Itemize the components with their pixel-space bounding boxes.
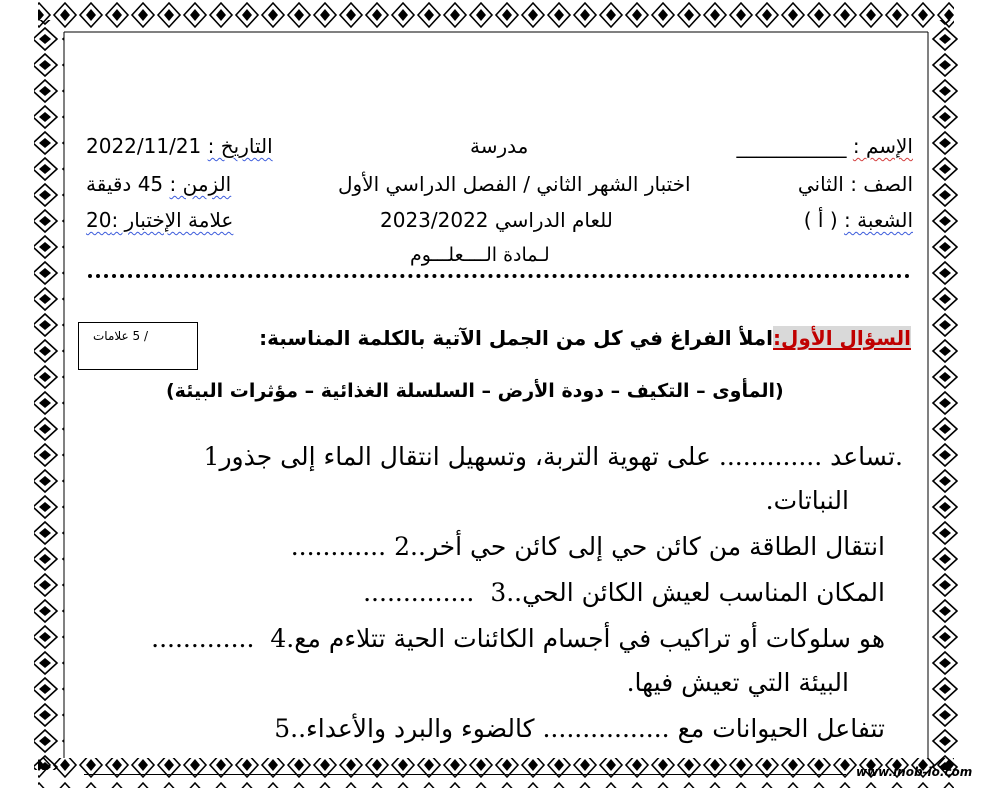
- school-label: مدرسة: [470, 134, 529, 158]
- item-text: ............. هو سلوكات أو تراكيب في أجسام الكائنات الحية تتلاءم مع: [151, 624, 885, 653]
- date-value: 2022/11/21: [86, 134, 202, 158]
- marks-box: [78, 322, 198, 370]
- item-text: تتفاعل الحيوانات مع ................ كالضوء والبرد والأعداء.: [298, 714, 885, 743]
- word-bank: (المأوى – التكيف – دودة الأرض – السلسلة الغذائية – مؤثرات البيئة): [166, 380, 784, 402]
- list-item: [151, 624, 885, 653]
- item-number: .4: [270, 624, 295, 653]
- section-field: [804, 208, 913, 232]
- marks-text: / 5 علامات: [93, 329, 149, 343]
- mark-label: علامة الإختبار :20: [86, 208, 234, 232]
- time-value: 45 دقيقة: [86, 172, 164, 196]
- item-text: ............انتقال الطاقة من كائن حي إلى كائن حي أخر.: [290, 532, 885, 561]
- section-value: ( أ ): [803, 208, 838, 232]
- subject-title: لـمادة الــــعلـــوم: [410, 244, 550, 266]
- question-instruction: املأ الفراغ في كل من الجمل الآتية بالكلمة المناسبة:: [259, 326, 774, 350]
- exam-title: اختبار الشهر الثاني / الفصل الدراسي الأول: [338, 172, 691, 196]
- item-text: تساعد ............. على تهوية التربة، وتسهيل انتقال الماء إلى جذور: [219, 442, 896, 471]
- grade-label: الصف : الثاني: [797, 172, 913, 196]
- section-label: الشعبة :: [844, 208, 913, 232]
- question-heading: [259, 326, 911, 350]
- name-field: [737, 134, 914, 158]
- list-item: [200, 442, 903, 471]
- list-item: [363, 578, 885, 607]
- list-item: [291, 532, 885, 561]
- name-label: الإسم :: [852, 134, 913, 158]
- dotted-divider: [88, 274, 910, 278]
- time-label: الزمن :: [169, 172, 232, 196]
- date-label: التاريخ :: [207, 134, 273, 158]
- item-continuation: النباتات.: [765, 486, 849, 515]
- item-text: .............. المكان المناسب لعيش الكائن الحي.: [363, 578, 885, 607]
- item-number: 1.: [203, 442, 903, 471]
- footer-website: www.inob-io.com: [856, 765, 973, 779]
- footer-line: [84, 774, 846, 775]
- item-number: .3: [490, 578, 515, 607]
- year-text: للعام الدراسي 2023/2022: [380, 208, 613, 232]
- name-blank: ___________: [736, 134, 847, 158]
- date-field: [86, 134, 273, 158]
- list-item: [266, 714, 885, 743]
- question-label: السؤال الأول:: [773, 326, 911, 350]
- item-continuation: البيئة التي تعيش فيها.: [626, 668, 849, 697]
- item-number: .2: [394, 532, 418, 561]
- time-field: [86, 172, 231, 196]
- item-number: .5: [274, 714, 299, 743]
